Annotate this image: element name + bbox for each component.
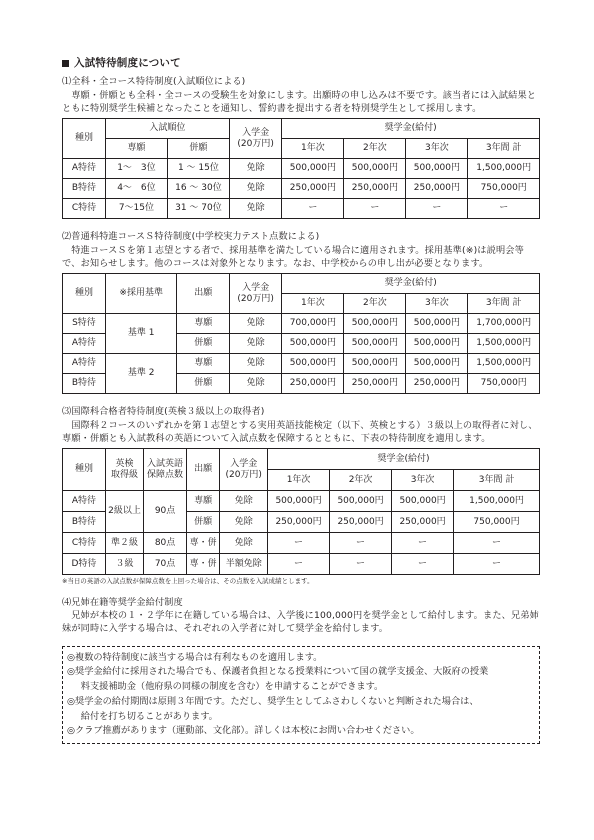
cell-y1: 500,000円: [282, 159, 344, 179]
cell-y2: 500,000円: [330, 491, 392, 512]
cell-eiken: 2級以上: [105, 491, 143, 533]
cell-entry: 免除: [229, 314, 281, 334]
cell-y2: 500,000円: [344, 314, 406, 334]
header-eiken: 英検 取得級: [105, 449, 143, 491]
table-row: [63, 554, 540, 575]
cell-sengan: 1～ 3位: [105, 159, 167, 179]
cell-y2: 250,000円: [330, 512, 392, 533]
header-heigan: 併願: [167, 139, 229, 159]
cell-eiken: ３級: [105, 554, 143, 575]
cell-total: 750,000円: [468, 374, 540, 394]
header-total: 3年間 計: [468, 294, 540, 314]
table-row: [63, 199, 540, 219]
header-rank: 入試順位: [105, 119, 229, 139]
section-1-table: [62, 118, 540, 219]
cell-criteria: 基準 1: [105, 314, 177, 354]
header-entry-fee: 入学金 (20万円): [229, 119, 281, 159]
cell-y2: 250,000円: [344, 374, 406, 394]
cell-y2: 500,000円: [344, 334, 406, 354]
cell-y1: ー: [282, 199, 344, 219]
section-4-text: 兄姉が本校の１・２学年に在籍している場合は、入学後に100,000円を奨学金として給付します。また、兄弟姉妹が同時に入学する場合は、それぞれの入学者に対して奨学金を給付します。: [62, 609, 540, 635]
header-type: 種別: [63, 449, 106, 491]
cell-entry: 免除: [220, 533, 268, 554]
cell-entry: 免除: [229, 334, 281, 354]
cell-eiken: 準２級: [105, 533, 143, 554]
cell-total: 750,000円: [468, 179, 540, 199]
note-item: ◎クラブ推薦があります（運動部、文化部）。詳しくは本校にお問い合わせください。: [67, 725, 420, 737]
cell-heigan: 31 ～ 70位: [167, 199, 229, 219]
cell-y3: 500,000円: [406, 159, 468, 179]
header-type: 種別: [63, 274, 106, 314]
cell-heigan: 1 ～ 15位: [167, 159, 229, 179]
cell-apply: 専・併: [187, 554, 220, 575]
cell-entry: 免除: [220, 491, 268, 512]
header-scholarship: 奨学金(給付): [282, 274, 540, 294]
header-score: 入試英語 保障点数: [144, 449, 187, 491]
cell-apply: 併願: [187, 512, 220, 533]
cell-y1: 250,000円: [282, 179, 344, 199]
cell-y3: 250,000円: [406, 179, 468, 199]
cell-entry: 免除: [229, 354, 281, 374]
header-scholarship: 奨学金(給付): [282, 119, 540, 139]
header-apply: 出願: [187, 449, 220, 491]
header-apply: 出願: [177, 274, 229, 314]
table-row: [63, 179, 540, 199]
cell-y1: ー: [268, 554, 330, 575]
cell-apply: 専願: [187, 491, 220, 512]
table-row: [63, 533, 540, 554]
cell-heigan: 16 ～ 30位: [167, 179, 229, 199]
cell-total: 1,700,000円: [468, 314, 540, 334]
cell-y2: ー: [330, 554, 392, 575]
note-item: ◎複数の特待制度に該当する場合は有利なものを適用します。: [67, 651, 323, 663]
cell-y3: 250,000円: [392, 512, 454, 533]
cell-y2: 500,000円: [344, 354, 406, 374]
section-3-title: ⑶国際科合格者特待制度(英検３級以上の取得者): [62, 406, 265, 418]
cell-type: D特待: [63, 554, 106, 575]
header-year2: 2年次: [330, 470, 392, 491]
cell-type: A特待: [63, 354, 106, 374]
cell-total: ー: [454, 554, 540, 575]
header-sengan: 専願: [105, 139, 167, 159]
cell-total: ー: [468, 199, 540, 219]
cell-y1: 500,000円: [282, 354, 344, 374]
cell-sengan: 7～15位: [105, 199, 167, 219]
cell-y3: 250,000円: [406, 374, 468, 394]
document-page: [62, 56, 540, 744]
cell-y2: ー: [330, 533, 392, 554]
cell-y3: 500,000円: [406, 314, 468, 334]
header-year3: 3年次: [406, 139, 468, 159]
note-item-continued: 料支援補助金（他府県の同様の制度を含む）を申請することができます。: [80, 681, 384, 693]
cell-apply: 専願: [177, 314, 229, 334]
cell-entry: 半額免除: [220, 554, 268, 575]
cell-total: 1,500,000円: [468, 334, 540, 354]
page-heading: 入試特待制度について: [62, 56, 540, 71]
cell-apply: 専・併: [187, 533, 220, 554]
header-year2: 2年次: [344, 139, 406, 159]
section-3-note: ※当日の英語の入試点数が保障点数を上回った場合は、その点数を入試成績とします。: [62, 577, 314, 586]
cell-y3: 500,000円: [406, 354, 468, 374]
section-3-text: 国際科２コースのいずれかを第１志望とする実用英語技能検定（以下、英検とする）３級以上の取得者に対し、専願・併願とも入試教科の英語について入試点数を保障するとともに、下表の特待制度を適用します。: [62, 419, 538, 444]
header-year2: 2年次: [344, 294, 406, 314]
section-2-title: ⑵普通科特進コースＳ特待制度(中学校実力テスト点数による): [62, 231, 320, 243]
cell-y3: 500,000円: [392, 491, 454, 512]
cell-y3: ー: [406, 199, 468, 219]
cell-type: C特待: [63, 533, 106, 554]
cell-y1: ー: [268, 533, 330, 554]
cell-y2: ー: [344, 199, 406, 219]
cell-type: A特待: [63, 159, 106, 179]
cell-score: 90点: [144, 491, 187, 533]
cell-y1: 250,000円: [268, 512, 330, 533]
header-type: 種別: [63, 119, 106, 159]
cell-score: 80点: [144, 533, 187, 554]
header-year3: 3年次: [406, 294, 468, 314]
cell-y2: 500,000円: [344, 159, 406, 179]
header-scholarship: 奨学金(給付): [268, 449, 540, 470]
cell-criteria: 基準 2: [105, 354, 177, 394]
cell-score: 70点: [144, 554, 187, 575]
header-entry-fee: 入学金 (20万円): [220, 449, 268, 491]
cell-y1: 500,000円: [268, 491, 330, 512]
square-bullet-icon: [62, 60, 69, 67]
cell-apply: 併願: [177, 334, 229, 354]
section-1-text: 専願・併願とも全科・全コースの受験生を対象にします。出願時の申し込みは不要です。該当者には入試結果とともに特別奨学生候補となったことを通知し、誓約書を提出する者を特別奨学生として採用します。: [62, 89, 537, 114]
cell-type: B特待: [63, 374, 106, 394]
cell-type: C特待: [63, 199, 106, 219]
cell-entry: 免除: [220, 512, 268, 533]
cell-total: 750,000円: [454, 512, 540, 533]
cell-entry: 免除: [229, 374, 281, 394]
note-item: ◎奨学金給付に採用された場合でも、保護者負担となる授業料について国の就学支援金、大阪府の授業: [67, 666, 489, 678]
header-year1: 1年次: [282, 139, 344, 159]
section-1-title: ⑴全科・全コース特待制度(入試順位による): [62, 76, 246, 88]
note-item: ◎奨学金の給付期間は原則３年間です。ただし、奨学生としてふさわしくないと判断された場合は、: [67, 695, 479, 707]
header-total: 3年間 計: [454, 470, 540, 491]
note-item-continued: 給付を打ち切ることがあります。: [80, 710, 218, 722]
cell-y2: 250,000円: [344, 179, 406, 199]
header-entry-fee: 入学金 (20万円): [229, 274, 281, 314]
cell-sengan: 4～ 6位: [105, 179, 167, 199]
cell-y1: 500,000円: [282, 334, 344, 354]
cell-apply: 専願: [177, 354, 229, 374]
header-criteria: ※採用基準: [105, 274, 177, 314]
cell-type: B特待: [63, 512, 106, 533]
cell-type: S特待: [63, 314, 106, 334]
cell-entry: 免除: [229, 179, 281, 199]
section-3-table: [62, 448, 540, 575]
section-2-text: 特進コースＳを第１志望とする者で、採用基準を満たしている場合に適用されます。採用基準(※)は説明会等で、お知らせします。他のコースは対象外となります。なお、中学校からの申し出が必要となります。: [62, 244, 524, 269]
cell-entry: 免除: [229, 199, 281, 219]
header-year1: 1年次: [282, 294, 344, 314]
cell-y3: ー: [392, 554, 454, 575]
header-year3: 3年次: [392, 470, 454, 491]
table-row: [63, 491, 540, 512]
cell-type: B特待: [63, 179, 106, 199]
cell-apply: 併願: [177, 374, 229, 394]
cell-total: 1,500,000円: [468, 159, 540, 179]
cell-total: ー: [454, 533, 540, 554]
cell-total: 1,500,000円: [468, 354, 540, 374]
cell-y1: 250,000円: [282, 374, 344, 394]
cell-entry: 免除: [229, 159, 281, 179]
cell-total: 1,500,000円: [454, 491, 540, 512]
cell-y3: 500,000円: [406, 334, 468, 354]
cell-y1: 700,000円: [282, 314, 344, 334]
cell-y3: ー: [392, 533, 454, 554]
header-total: 3年間 計: [468, 139, 540, 159]
notes-box: [62, 646, 540, 744]
header-year1: 1年次: [268, 470, 330, 491]
cell-type: A特待: [63, 491, 106, 512]
table-row: [63, 159, 540, 179]
section-2-table: [62, 273, 540, 394]
table-row: [63, 354, 540, 374]
table-row: [63, 314, 540, 334]
cell-type: A特待: [63, 334, 106, 354]
section-4-title: ⑷兄姉在籍等奨学金給付制度: [62, 596, 183, 608]
